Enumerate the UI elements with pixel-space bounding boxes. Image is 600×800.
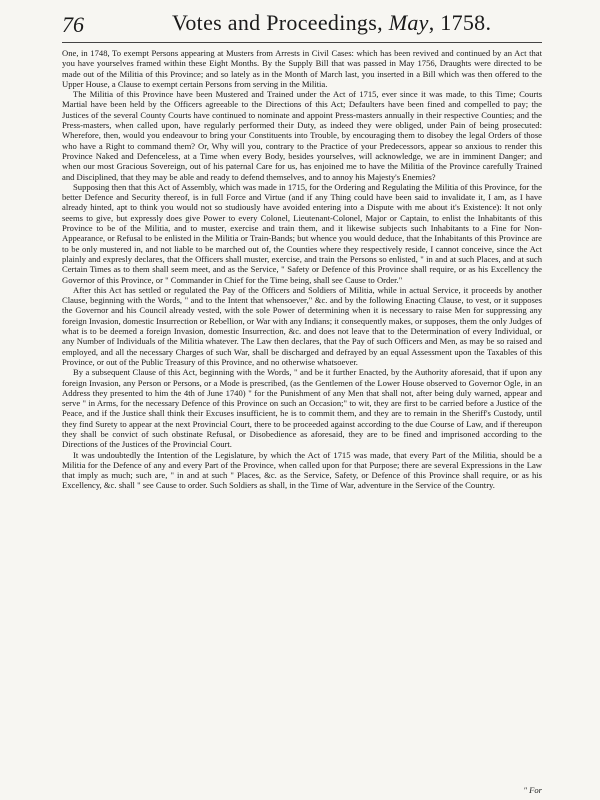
page-number: 76 [62, 12, 84, 37]
running-title-month: May [388, 10, 429, 35]
paragraph-1: One, in 1748, To exempt Persons appearing at Musters from Arrests in Civil Cases: which has been revived and continued by an Act that you have yourselves framed within these Eight Months. By the Supply Bill that was passed in May 1756, Draughts were directed to be made out of the Militia of this Province; and so lately as in the Month of March last, you inserted in a Bill which was then offered to the Upper House, a Clause to exempt certain Persons from serving in the Militia. [62, 48, 542, 89]
page-body [62, 48, 542, 784]
header-rule [62, 42, 542, 43]
page-header [62, 10, 542, 40]
running-title [172, 10, 491, 36]
catchword: " For [523, 785, 542, 795]
paragraph-5: By a subsequent Clause of this Act, beginning with the Words, " and be it further Enacted, by the Authority aforesaid, that if upon any foreign Invasion, any Person or Persons, or a Mode is prescribed, (as the Gentlemen of the Lower House observed to Governor Ogle, in an Address they presented to him the 4th of June 1740) " for the Punishment of any Men that shall not, after being duly warned, appear and serve " in Arms, for the necessary Defence of this Province on such an Occasion;" to wit, they are first to be carried before a Justice of the Peace, and if the Justice shall think their Excuses insufficient, he is to commit them, and they are to remain in the Sheriff's Custody, until they find Surety to appear at the next Provincial Court, there to be proceeded against according to the due Course of Law, and if thereupon they shall be convict of such obstinate Refusal, or Disobedience as aforesaid, they are to be fined and imprisoned according to the Directions of the Justices of the Provincial Court. [62, 367, 542, 450]
paragraph-3: Supposing then that this Act of Assembly, which was made in 1715, for the Ordering and Regulating the Militia of this Province, for the better Defence and Security thereof, is in full Force and Virtue (and if any Thing could have been said to invalidate it, I am, as I have already hinted, apt to think you would not so studiously have avoided entering into a Dispute with me about it's Existence): It not only seems to give, but expressly does give Power to every Colonel, Lieutenant-Colonel, Major or Captain, to enlist the Inhabitants of this Province to be of the Militia, and to muster, exercise and train them, and it likewise subjects such Inhabitants to a Fine for Non-Appearance, or Refusal to be enlisted in the Militia or Train-Bands; but whence you would deduce, that the Inhabitants of this Province are to be only mustered in, and not liable to be marched out of, the Counties where they respectively reside, I cannot conceive, since the Act plainly and expresly declares, that the Officers shall muster, exercise, and train the Persons so enlisted, " in and at such Places, and at such Certain Times as to them shall seem meet, and as the Service, " Safety or Defence of this Province shall require, or as his Excellency the Governor of this Province, or " Commander in Chief for the Time being, shall see Cause to Order." [62, 181, 542, 285]
paragraph-2: The Militia of this Province have been Mustered and Trained under the Act of 1715, ever since it was made, to this Time; Courts Martial have been held by the Officers agreeable to the Directions of this Act; Defaulters have been fined and compelled to pay; the Justices of the several County Courts have continued to nominate and appoint Press-masters annually in their respective Counties; and the Press-masters, when called upon, have regularly performed their Duty, as indeed they were obliged, under Pain of being prosecuted: Wherefore, then, would you endeavour to bring your Constituents into Trouble, by encouraging them to disobey the legal Orders of those who have a Right to command them? Or, Why will you, contrary to the Practice of your Predecessors, appear so anxious to render this Province Naked and Defenceless, at a Time when every Body, besides yourselves, will acknowledge, we are in imminent Danger; and when our most Gracious Sovereign, out of his paternal Care for us, has enjoined me to have the Militia of the Province carefully Trained and Disciplined, that they may be able and ready to defend themselves, and to annoy his Majesty's Enemies? [62, 89, 542, 182]
running-title-main: Votes and Proceedings, [172, 10, 389, 35]
running-title-year: , 1758. [428, 10, 492, 35]
paragraph-4: After this Act has settled or regulated the Pay of the Officers and Soldiers of Militia, while in actual Service, it proceeds by another Clause, beginning with the Words, " and to the Intent that whensoever," &c. and by the following Enacting Clause, to vest, or it supposes the Governor and his Council already vested, with the sole Power of determining when it is necessary to raise Men for suppressing any foreign Invasion, domestic Insurrection or Rebellion, or War with any Indians; it consequently makes, or supposes, them the only Judges of what is to be deemed a foreign Invasion, domestic Insurrection, &c. and does not leave that to the Determination of every Individual, or any Number of Individuals of the Militia whatever. The Law then declares, that the Pay of such Officers and Men, as may be so raised and employed, and all the necessary Charges of such War, shall be discharged and defrayed by an equal Assessment upon the Taxables of this Province, or out of the Public Treasury of this Province, and no otherwise whatsoever. [62, 284, 542, 367]
paragraph-6: It was undoubtedly the Intention of the Legislature, by which the Act of 1715 was made, that every Part of the Militia, should be a Militia for the Defence of any and every Part of the Province, when called upon for that Purpose; there are several Expressions in the Law that imply as much; such are, " in and at such " Places, &c. as the Service, Safety, or Defence of this Province shall require, or as his Excellency, &c. shall " see Cause to order. Such Soldiers as shall, in the Time of War, adventure in the Service of the Country. [62, 449, 542, 491]
